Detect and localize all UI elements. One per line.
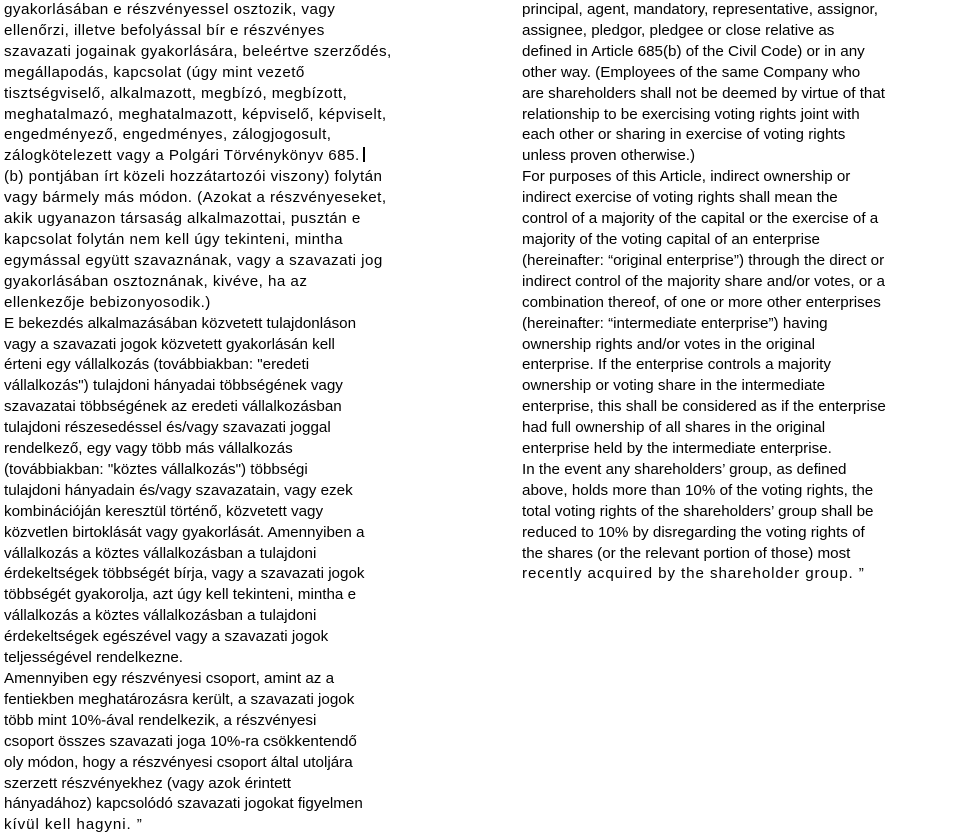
text-line: E bekezdés alkalmazásában közvetett tulajdonláson — [4, 314, 357, 332]
text-line: egymással együtt szavaznának, vagy a szavazati jog — [4, 251, 383, 269]
text-line: szerzett részvényekhez (vagy azok érintett — [4, 774, 291, 792]
text-line: are shareholders shall not be deemed by virtue of that — [522, 84, 886, 102]
text-line: total voting rights of the shareholders’ group shall be — [522, 502, 874, 520]
text-cursor-icon — [363, 147, 365, 162]
text-line: tulajdoni hányadain és/vagy szavazatain, vagy ezek — [4, 481, 353, 499]
text-line: recently acquired by the shareholder group. ” — [522, 565, 865, 583]
text-line: szavazati jogainak gyakorlására, beleértve szerződés, — [4, 42, 392, 60]
text-line: gyakorlásában osztoznának, kivéve, ha az — [4, 272, 308, 290]
text-line: teljességével rendelkezne. — [4, 649, 183, 667]
text-line: the shares (or the relevant portion of those) most — [522, 544, 851, 562]
text-line: érdekeltségek többségét bírja, vagy a szavazati jogok — [4, 565, 365, 583]
text-line: több mint 10%-ával rendelkezik, a részvényesi — [4, 711, 317, 729]
text-line: indirect exercise of voting rights shall mean the — [522, 189, 838, 207]
text-line: érdekeltségek egészével vagy a szavazati jogok — [4, 628, 329, 646]
text-line: kapcsolat folytán nem kell úgy tekinteni, mintha — [4, 230, 344, 248]
text-line: vállalkozás") tulajdoni hányadai többségének vagy — [4, 377, 343, 395]
text-line: fentiekben meghatározásra került, a szavazati jogok — [4, 690, 355, 708]
text-line: For purposes of this Article, indirect ownership or — [522, 168, 851, 186]
text-line: gyakorlásában e részvényessel osztozik, vagy — [4, 1, 336, 18]
text-line: reduced to 10% by disregarding the voting rights of — [522, 523, 865, 541]
text-line: combination thereof, of one or more other enterprises — [522, 293, 881, 311]
text-line: enterprise. If the enterprise controls a majority — [522, 356, 831, 374]
text-line: közvetlen birtoklását vagy gyakorlását. Amennyiben a — [4, 523, 365, 541]
text-line: vagy a szavazati jogok közvetett gyakorlásán kell — [4, 335, 335, 353]
text-line: enterprise held by the intermediate enterprise. — [522, 440, 832, 458]
text-line: each other or sharing in exercise of voting rights — [522, 126, 846, 144]
text-line: rendelkező, egy vagy több más vállalkozás — [4, 440, 293, 458]
text-line: tisztségviselő, alkalmazott, megbízó, megbízott, — [4, 84, 348, 102]
text-line: engedményező, engedményes, zálogjogosult, — [4, 126, 332, 144]
text-line: (hereinafter: “original enterprise”) through the direct or — [522, 251, 885, 269]
text-line: ownership rights and/or votes in the original — [522, 335, 815, 353]
text-line: defined in Article 685(b) of the Civil Code) or in any — [522, 42, 865, 60]
text-line: enterprise, this shall be considered as if the enterprise — [522, 398, 886, 416]
text-line: szavazatai többségének az eredeti vállalkozásban — [4, 398, 342, 416]
text-line: control of a majority of the capital or the exercise of a — [522, 210, 879, 228]
hungarian-text-column — [4, 0, 456, 836]
text-line: tulajdoni részesedéssel és/vagy szavazati joggal — [4, 419, 331, 437]
text-line: többségét gyakorolja, azt úgy kell tekinteni, mintha e — [4, 586, 357, 604]
text-line: (hereinafter: “intermediate enterprise”) having — [522, 314, 828, 332]
text-line: akik ugyanazon társaság alkalmazottai, pusztán e — [4, 210, 361, 228]
text-line: zálogkötelezett vagy a Polgári Törvénykönyv 685. — [4, 147, 360, 165]
text-line: hányadához) kapcsolódó szavazati jogokat figyelmen — [4, 795, 363, 813]
text-line: relationship to be exercising voting rights joint with — [522, 105, 860, 123]
text-line: csoport összes szavazati joga 10%-ra csökkentendő — [4, 732, 357, 750]
text-line: ellenkezője bebizonyosodik.) — [4, 293, 211, 311]
text-line: assignee, pledgor, pledgee or close relative as — [522, 21, 835, 39]
text-line: vagy bármely más módon. (Azokat a részvényeseket, — [4, 189, 387, 207]
text-line: In the event any shareholders’ group, as defined — [522, 460, 847, 478]
text-line: principal, agent, mandatory, representative, assignor, — [522, 1, 878, 18]
text-line: vállalkozás a köztes vállalkozásban a tulajdoni — [4, 544, 317, 562]
text-line: indirect control of the majority share and/or votes, or a — [522, 272, 885, 290]
text-line: ownership or voting share in the intermediate — [522, 377, 826, 395]
text-line: (továbbiakban: "köztes vállalkozás") többségi — [4, 460, 308, 478]
english-text-column — [522, 0, 958, 585]
text-line: kívül kell hagyni. ” — [4, 816, 143, 834]
text-line: vállalkozás a köztes vállalkozásban a tulajdoni — [4, 607, 317, 625]
text-line: oly módon, hogy a részvényesi csoport által utoljára — [4, 753, 353, 771]
text-line: (b) pontjában írt közeli hozzátartozói viszony) folytán — [4, 168, 383, 186]
text-line: ellenőrzi, illetve befolyással bír e részvényes — [4, 21, 325, 39]
text-line: megállapodás, kapcsolat (úgy mint vezető — [4, 63, 305, 81]
text-line: meghatalmazó, meghatalmazott, képviselő, képviselt, — [4, 105, 387, 123]
text-line: unless proven otherwise.) — [522, 147, 696, 165]
text-line: Amennyiben egy részvényesi csoport, amint az a — [4, 670, 335, 687]
text-line: above, holds more than 10% of the voting rights, the — [522, 481, 874, 499]
text-line: majority of the voting capital of an enterprise — [522, 230, 821, 248]
text-line: érteni egy vállalkozás (továbbiakban: "eredeti — [4, 356, 310, 374]
text-line: kombinációján keresztül történő, közvetett vagy — [4, 502, 324, 520]
text-line: other way. (Employees of the same Company who — [522, 63, 861, 81]
text-line: had full ownership of all shares in the original — [522, 419, 826, 437]
text-line-with-cursor — [4, 146, 456, 167]
